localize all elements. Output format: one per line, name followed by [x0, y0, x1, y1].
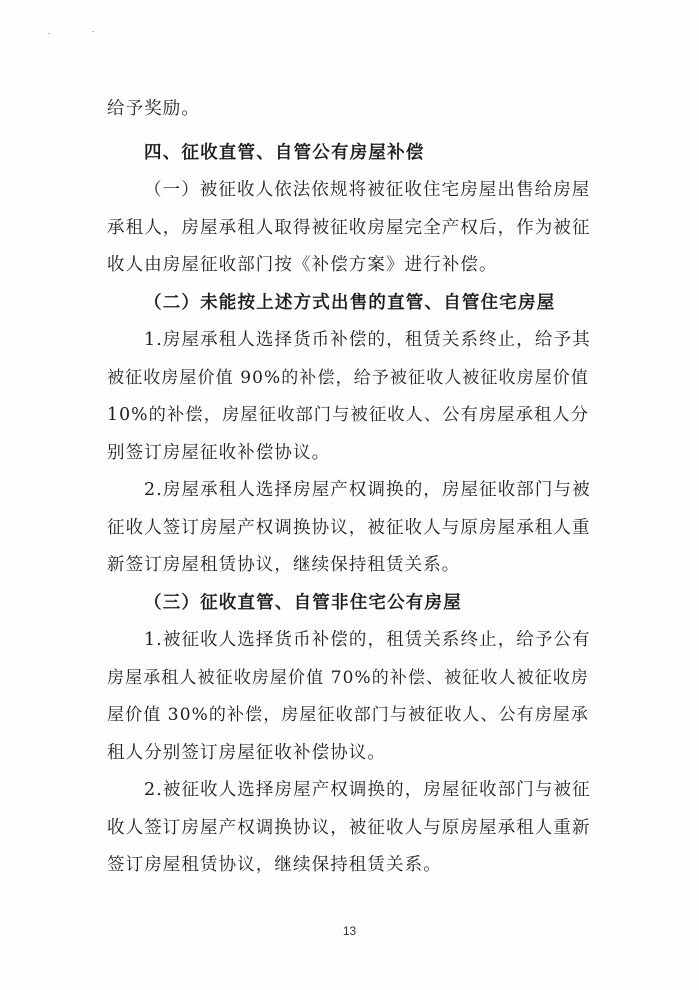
body-line: 给予奖励。 — [107, 99, 200, 119]
body-line: （一）被征收人依法依规将被征收住宅房屋出售给房屋 — [144, 180, 591, 200]
body-line: 屋价值 30%的补偿，房屋征收部门与被征收人、公有房屋承 — [107, 705, 589, 725]
body-line: 收人签订房屋产权调换协议，被征收人与原房屋承租人重新 — [107, 818, 591, 838]
body-line: 征收人签订房屋产权调换协议，被征收人与原房屋承租人重 — [107, 518, 591, 538]
subsection-heading: （二）未能按上述方式出售的直管、自管住宅房屋 — [144, 293, 556, 313]
page-number: 13 — [342, 924, 357, 938]
section-heading: 四、征收直管、自管公有房屋补偿 — [144, 143, 425, 163]
body-line: 签订房屋租赁协议，继续保持租赁关系。 — [107, 855, 442, 875]
body-line: 2.房屋承租人选择房屋产权调换的，房屋征收部门与被 — [144, 480, 591, 500]
body-line: 收人由房屋征收部门按《补偿方案》进行补偿。 — [107, 255, 498, 275]
body-line: 1.被征收人选择货币补偿的，租赁关系终止，给予公有 — [144, 630, 591, 650]
scan-speck — [48, 33, 50, 34]
body-line: 房屋承租人被征收房屋价值 70%的补偿、被征收人被征收房 — [107, 668, 589, 688]
body-line: 1.房屋承租人选择货币补偿的，租赁关系终止，给予其 — [144, 330, 591, 350]
body-line: 承租人，房屋承租人取得被征收房屋完全产权后，作为被征 — [107, 218, 591, 238]
body-line: 租人分别签订房屋征收补偿协议。 — [107, 743, 386, 763]
scan-speck — [92, 31, 94, 32]
body-line: 2.被征收人选择房屋产权调换的，房屋征收部门与被征 — [144, 780, 591, 800]
body-line: 新签订房屋租赁协议，继续保持租赁关系。 — [107, 555, 461, 575]
body-line: 别签订房屋征收补偿协议。 — [107, 443, 331, 463]
body-line: 被征收房屋价值 90%的补偿，给予被征收人被征收房屋价值 — [107, 368, 589, 388]
subsection-heading: （三）征收直管、自管非住宅公有房屋 — [144, 593, 462, 613]
body-line: 10%的补偿，房屋征收部门与被征收人、公有房屋承租人分 — [107, 405, 590, 425]
